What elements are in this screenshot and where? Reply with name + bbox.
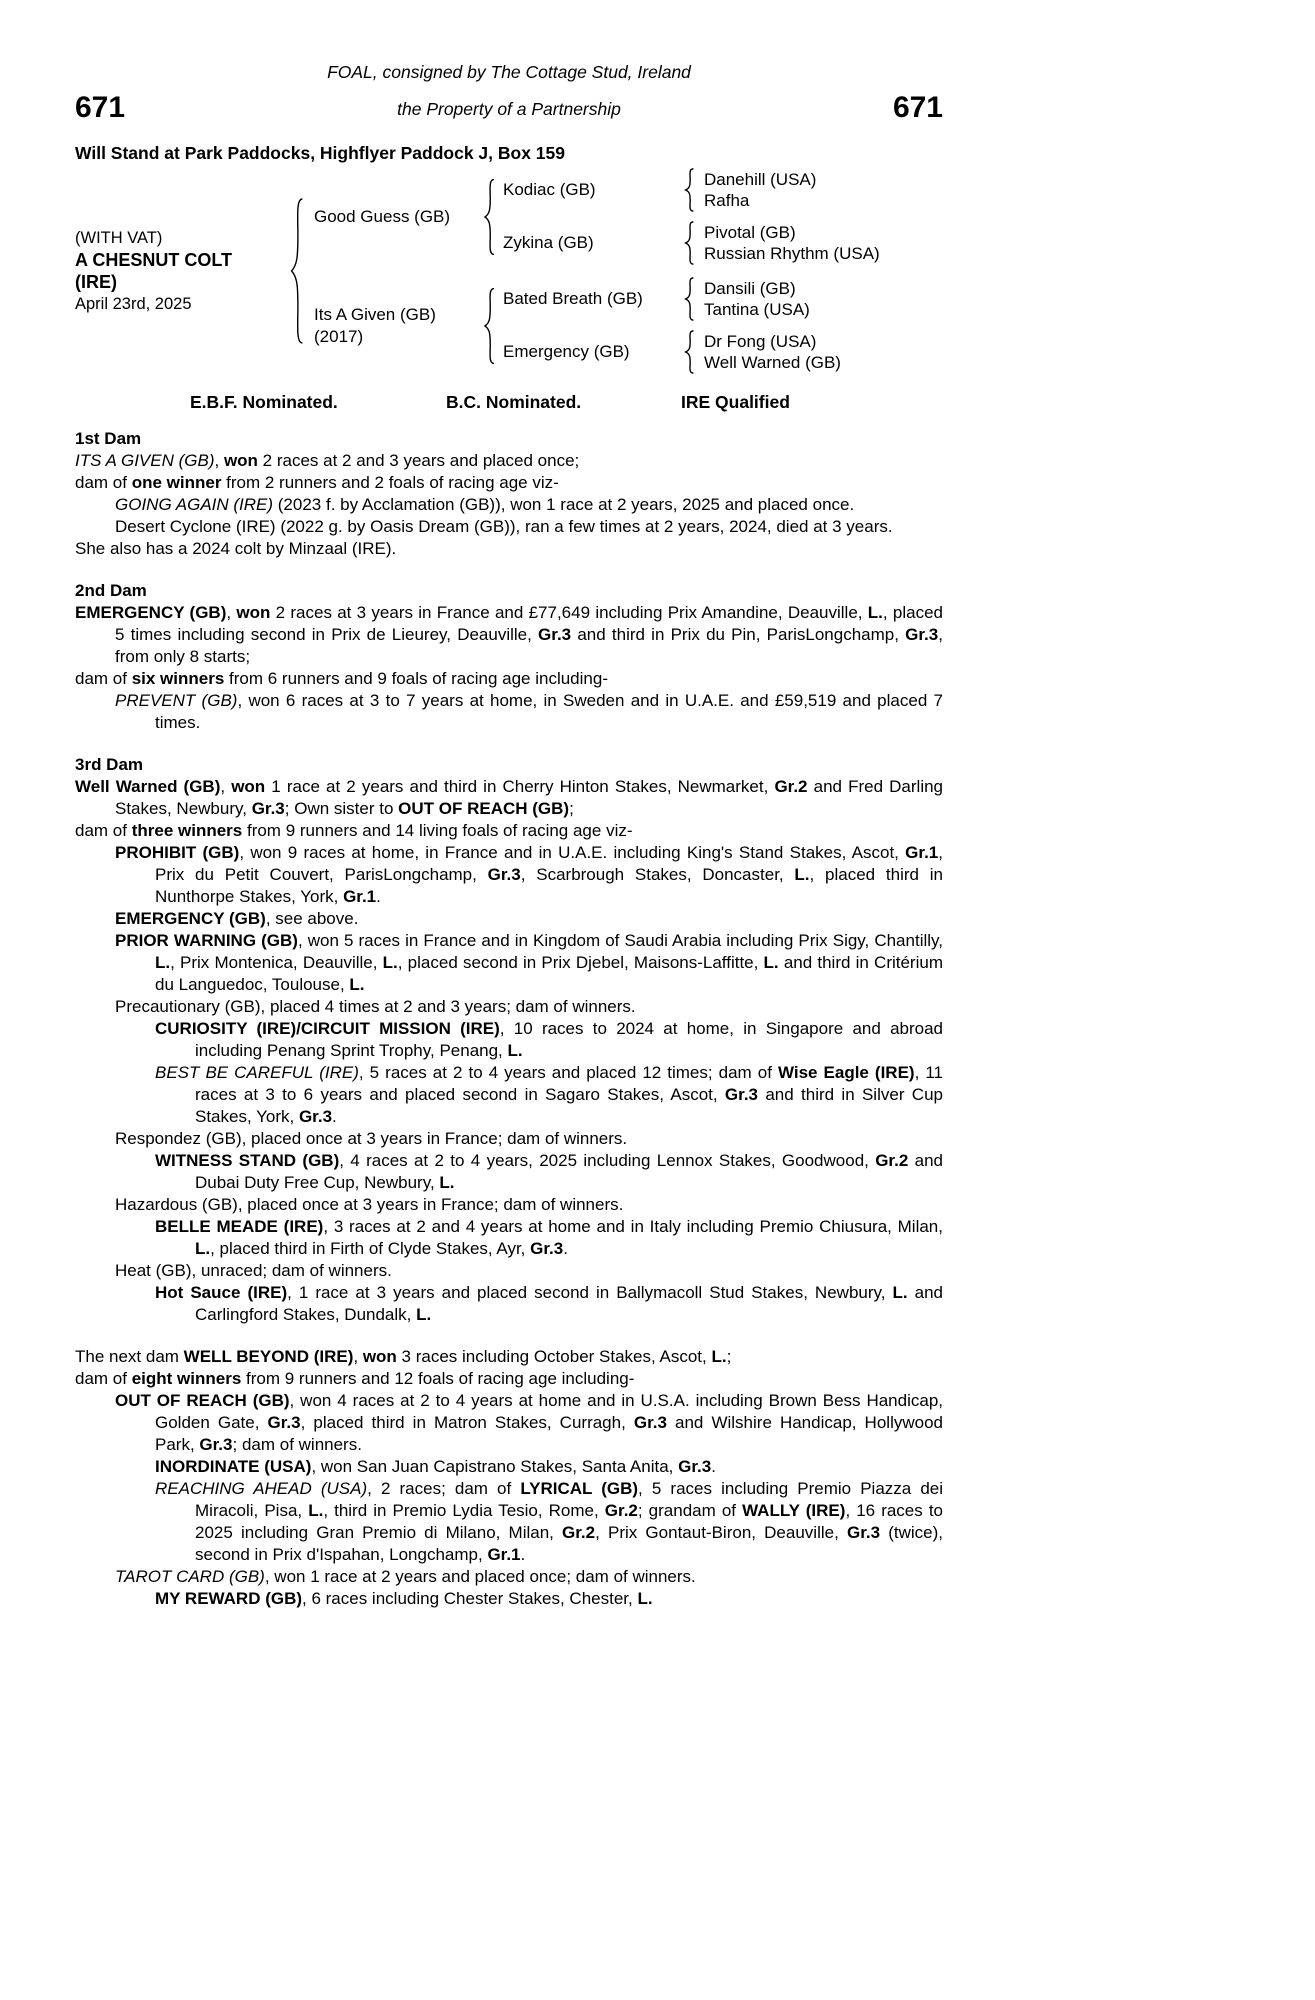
text-segment: L. — [155, 953, 171, 972]
catalogue-paragraph — [75, 494, 943, 516]
text-segment: won — [236, 603, 271, 622]
catalogue-paragraph — [75, 538, 943, 560]
text-segment: , placed second in Prix Djebel, Maisons-Laffitte, — [397, 953, 764, 972]
text-segment: Precautionary (GB), placed 4 times at 2 and 3 years; dam of winners. — [115, 997, 636, 1016]
text-segment: GOING AGAIN (IRE) — [115, 495, 274, 514]
text-segment: CURIOSITY (IRE)/CIRCUIT MISSION (IRE) — [155, 1019, 500, 1038]
pedigree-brace-icon — [683, 277, 696, 321]
text-segment: WELL BEYOND (IRE) — [183, 1347, 354, 1366]
catalogue-paragraph — [75, 516, 943, 538]
ancestor-name: Zykina (GB) — [503, 233, 594, 252]
catalogue-paragraph — [75, 1456, 943, 1478]
pedigree-brace-icon — [288, 196, 306, 346]
ancestor-name: Good Guess (GB) — [314, 206, 451, 226]
horse-name: A CHESNUT COLT — [75, 250, 232, 270]
catalogue-paragraph — [75, 690, 943, 734]
catalogue-paragraph — [75, 1260, 943, 1282]
dam-section-heading: 2nd Dam — [75, 581, 147, 600]
text-segment: , won 1 race at 2 years and placed once; dam of winners. — [264, 1567, 696, 1586]
text-segment: Gr.3 — [487, 865, 521, 884]
text-segment: OUT OF REACH (GB) — [115, 1391, 290, 1410]
text-segment: 3 races including October Stakes, Ascot, — [396, 1347, 712, 1366]
property-line: the Property of a Partnership — [397, 99, 621, 119]
text-segment: REACHING AHEAD (USA) — [155, 1479, 368, 1498]
catalogue-paragraph — [75, 1588, 943, 1610]
text-segment: , Prix du Petit Couvert, ParisLongchamp, — [155, 843, 943, 884]
catalogue-paragraph — [75, 1216, 943, 1260]
text-segment: Gr.3 — [678, 1457, 712, 1476]
text-segment: ; — [726, 1347, 732, 1366]
text-segment: won — [223, 451, 258, 470]
horse-identity-block — [75, 227, 288, 315]
text-segment: Gr.3 — [199, 1435, 233, 1454]
catalogue-paragraph — [75, 1150, 943, 1194]
text-segment: L. — [507, 1041, 523, 1060]
catalogue-paragraph — [75, 776, 943, 820]
text-segment: OUT OF REACH (GB) — [398, 799, 570, 818]
text-segment: , see above. — [265, 909, 359, 928]
text-segment: , — [226, 603, 237, 622]
dam-year: (2017) — [314, 326, 364, 346]
text-segment: from 9 runners and 14 living foals of racing age viz- — [242, 821, 633, 840]
text-segment: and third in Silver Cup Stakes, York, — [195, 1085, 943, 1126]
text-segment: , from only 8 starts; — [115, 625, 943, 666]
vat-note: (WITH VAT) — [75, 229, 163, 247]
text-segment: and Carlingford Stakes, Dundalk, — [195, 1283, 943, 1324]
great-grandparents — [704, 331, 841, 373]
catalogue-paragraph — [75, 820, 943, 842]
text-segment: Gr.3 — [251, 799, 285, 818]
text-segment: and Dubai Duty Free Cup, Newbury, — [195, 1151, 943, 1192]
text-segment: ; dam of winners. — [232, 1435, 362, 1454]
pedigree-brace-icon — [683, 330, 696, 374]
dam-name — [314, 304, 482, 348]
ancestor-name: Pivotal (GB) — [704, 223, 796, 242]
catalogue-paragraph — [75, 1368, 943, 1390]
text-segment: ; grandam of — [637, 1501, 743, 1520]
text-segment: , won 4 races at 2 to 4 years at home and in U.S.A. including Brown Bess Handicap, Golden Gate, — [155, 1391, 943, 1432]
great-grandparents — [704, 169, 816, 211]
pedigree-table — [75, 168, 943, 374]
text-segment: , 3 races at 2 and 4 years at home and in Italy including Premio Chiusura, Milan, — [323, 1217, 943, 1236]
text-segment: dam of — [75, 473, 132, 492]
text-segment: from 2 runners and 2 foals of racing age viz- — [221, 473, 559, 492]
text-segment: and third in Prix du Pin, ParisLongchamp, — [571, 625, 906, 644]
text-segment: Hazardous (GB), placed once at 3 years in France; dam of winners. — [115, 1195, 624, 1214]
text-segment: She also has a 2024 colt by Minzaal (IRE). — [75, 539, 397, 558]
text-segment: , placed 5 times including second in Prix de Lieurey, Deauville, — [115, 603, 944, 644]
text-segment: (twice), second in Prix d'Ispahan, Longchamp, — [195, 1523, 943, 1564]
text-segment: PRIOR WARNING (GB) — [115, 931, 298, 950]
catalogue-paragraph — [75, 1478, 943, 1566]
text-segment: won — [231, 777, 266, 796]
text-segment: WITNESS STAND (GB) — [155, 1151, 340, 1170]
text-segment: and third in Critérium du Languedoc, Toulouse, — [155, 953, 943, 994]
text-segment: , Scarbrough Stakes, Doncaster, — [520, 865, 795, 884]
text-segment: . — [520, 1545, 526, 1564]
text-segment: Wise Eagle (IRE) — [777, 1063, 915, 1082]
pedigree-brace-icon — [482, 178, 497, 256]
text-segment: L. — [794, 865, 810, 884]
text-segment: , Prix Gontaut-Biron, Deauville, — [595, 1523, 847, 1542]
text-segment: BEST BE CAREFUL (IRE) — [155, 1063, 359, 1082]
great-grandparents — [704, 222, 880, 264]
text-segment: Heat (GB), unraced; dam of winners. — [115, 1261, 392, 1280]
catalogue-paragraph — [75, 1018, 943, 1062]
text-segment: one winner — [131, 473, 222, 492]
text-segment: three winners — [131, 821, 243, 840]
catalogue-paragraph — [75, 668, 943, 690]
text-segment: dam of — [75, 821, 132, 840]
text-segment: and Wilshire Handicap, Hollywood Park, — [155, 1413, 943, 1454]
text-segment: L. — [892, 1283, 908, 1302]
nominations-row — [75, 392, 943, 413]
granddam-row — [503, 221, 880, 265]
ancestor-name: Emergency (GB) — [503, 342, 630, 361]
text-segment: , won 5 races in France and in Kingdom of Saudi Arabia including Prix Sigy, Chantilly, — [297, 931, 943, 950]
text-segment: . — [332, 1107, 337, 1126]
ancestor-name: Dr Fong (USA) — [704, 332, 817, 351]
pedigree-brace-icon — [683, 168, 696, 212]
catalogue-paragraph — [75, 1566, 943, 1588]
text-segment: , 16 races to 2025 including Gran Premio di Milano, Milan, — [195, 1501, 943, 1542]
section-spacer — [75, 1326, 943, 1346]
bc-nominated-label: B.C. Nominated. — [446, 392, 582, 412]
text-segment: The next dam — [75, 1347, 184, 1366]
stand-location-line: Will Stand at Park Paddocks, Highflyer Paddock J, Box 159 — [75, 143, 565, 163]
text-segment: , 2 races; dam of — [367, 1479, 521, 1498]
text-segment: six winners — [131, 669, 225, 688]
ancestor-name: Tantina (USA) — [704, 300, 810, 319]
lot-number-right: 671 — [892, 91, 943, 124]
section-spacer — [75, 734, 943, 754]
text-segment: ; Own sister to — [284, 799, 399, 818]
text-segment: L. — [439, 1173, 455, 1192]
text-segment: , 1 race at 3 years and placed second in Ballymacoll Stud Stakes, Newbury, — [287, 1283, 893, 1302]
section-spacer — [75, 560, 943, 580]
grandsire-row — [503, 168, 880, 212]
text-segment: BELLE MEADE (IRE) — [155, 1217, 324, 1236]
text-segment: and Fred Darling Stakes, Newbury, — [115, 777, 944, 818]
text-segment: L. — [711, 1347, 727, 1366]
text-segment: EMERGENCY (GB) — [115, 909, 266, 928]
text-segment: . — [711, 1457, 716, 1476]
catalogue-paragraph — [75, 1062, 943, 1128]
pedigree-brace-icon — [482, 287, 497, 365]
text-segment: Hot Sauce (IRE) — [155, 1283, 288, 1302]
text-segment: 2 races at 2 and 3 years and placed once; — [257, 451, 580, 470]
text-segment: Gr.2 — [875, 1151, 909, 1170]
parents-column — [314, 168, 880, 374]
text-segment: , placed third in Nunthorpe Stakes, York, — [155, 865, 943, 906]
ebf-nominated-label: E.B.F. Nominated. — [190, 392, 338, 412]
catalogue-page — [75, 0, 943, 1610]
text-segment: Gr.3 — [905, 625, 939, 644]
catalogue-paragraph — [75, 1282, 943, 1326]
text-segment: , Prix Montenica, Deauville, — [170, 953, 383, 972]
text-segment: , 11 races at 3 to 6 years and placed second in Sagaro Stakes, Ascot, — [195, 1063, 944, 1104]
text-segment: EMERGENCY (GB) — [75, 603, 227, 622]
ancestor-name: Russian Rhythm (USA) — [704, 244, 880, 263]
text-segment: PREVENT (GB) — [115, 691, 238, 710]
dam-group — [314, 277, 880, 374]
sire-grandparents — [503, 168, 880, 265]
text-segment: dam of — [75, 669, 132, 688]
text-segment: , 5 races including Premio Piazza dei Miracoli, Pisa, — [195, 1479, 944, 1520]
text-segment: MY REWARD (GB) — [155, 1589, 303, 1608]
text-segment: Respondez (GB), placed once at 3 years in France; dam of winners. — [115, 1129, 628, 1148]
ancestor-name: Kodiac (GB) — [503, 180, 596, 199]
text-segment: , won 9 races at home, in France and in U.A.E. including King's Stand Stakes, Ascot, — [239, 843, 906, 862]
pedigree-brace-icon — [683, 221, 696, 265]
text-segment: , won San Juan Capistrano Stakes, Santa Anita, — [311, 1457, 679, 1476]
catalogue-paragraph — [75, 450, 943, 472]
foaling-date: April 23rd, 2025 — [75, 295, 192, 313]
catalogue-paragraph — [75, 1390, 943, 1456]
text-segment: . — [563, 1239, 568, 1258]
text-segment: Gr.1 — [905, 843, 939, 862]
text-segment: from 9 runners and 12 foals of racing age including- — [241, 1369, 635, 1388]
text-segment: PROHIBIT (GB) — [115, 843, 240, 862]
text-segment: , — [214, 451, 224, 470]
great-grandparents — [704, 278, 810, 320]
ancestor-name: Its A Given (GB) — [314, 304, 436, 324]
ancestor-name: Dansili (GB) — [704, 279, 796, 298]
text-segment: , 5 races at 2 to 4 years and placed 12 times; dam of — [358, 1063, 778, 1082]
dam-section-heading: 1st Dam — [75, 429, 142, 448]
text-segment: , 6 races including Chester Stakes, Chester, — [302, 1589, 638, 1608]
text-segment: Gr.3 — [298, 1107, 333, 1126]
ire-qualified-label: IRE Qualified — [681, 392, 790, 412]
lot-number-left: 671 — [75, 91, 126, 124]
text-segment: Gr.1 — [487, 1545, 521, 1564]
text-segment: Gr.3 — [846, 1523, 881, 1542]
text-segment: INORDINATE (USA) — [155, 1457, 312, 1476]
text-segment: L. — [416, 1305, 432, 1324]
text-segment: , placed third in Firth of Clyde Stakes, Ayr, — [210, 1239, 531, 1258]
text-segment: 2 races at 3 years in France and £77,649 including Prix Amandine, Deauville, — [270, 603, 868, 622]
text-segment: Well Warned (GB) — [75, 777, 221, 796]
text-segment: , won 6 races at 3 to 7 years at home, in Sweden and in U.A.E. and £59,519 and placed 7 times. — [155, 691, 943, 732]
text-segment: L. — [308, 1501, 324, 1520]
text-segment: Gr.2 — [774, 777, 808, 796]
text-segment: TAROT CARD (GB) — [115, 1567, 265, 1586]
text-segment: (2023 f. by Acclamation (GB)), won 1 race at 2 years, 2025 and placed once. — [273, 495, 855, 514]
text-segment: , 10 races to 2024 at home, in Singapore and abroad including Penang Sprint Trophy, Penang, — [195, 1019, 943, 1060]
text-segment: ITS A GIVEN (GB) — [75, 451, 215, 470]
text-segment: , — [220, 777, 232, 796]
lot-header-row — [75, 91, 943, 133]
catalogue-paragraph — [75, 1346, 943, 1368]
text-segment: , placed third in Matron Stakes, Curragh, — [300, 1413, 634, 1432]
dam-grandparents — [503, 277, 841, 374]
text-segment: Gr.3 — [530, 1239, 564, 1258]
grandsire-row — [503, 277, 841, 321]
text-segment: Gr.1 — [343, 887, 377, 906]
catalogue-paragraph — [75, 842, 943, 908]
text-segment: ; — [569, 799, 574, 818]
horse-country-suffix: (IRE) — [75, 272, 117, 292]
text-segment: Gr.2 — [604, 1501, 638, 1520]
text-segment: , third in Premio Lydia Tesio, Rome, — [323, 1501, 605, 1520]
text-segment: . — [376, 887, 381, 906]
text-segment: LYRICAL (GB) — [520, 1479, 639, 1498]
catalogue-paragraph — [75, 602, 943, 668]
text-segment: L. — [195, 1239, 211, 1258]
granddam-row — [503, 330, 841, 374]
text-segment: Gr.3 — [267, 1413, 301, 1432]
text-segment: L. — [382, 953, 398, 972]
text-segment: Gr.2 — [562, 1523, 596, 1542]
text-segment: from 6 runners and 9 foals of racing age including- — [224, 669, 608, 688]
sire-group — [314, 168, 880, 265]
catalogue-paragraph — [75, 996, 943, 1018]
text-segment: WALLY (IRE) — [742, 1501, 846, 1520]
text-segment: L. — [349, 975, 365, 994]
text-segment: won — [362, 1347, 397, 1366]
sire-name — [314, 206, 482, 228]
consignor-line: FOAL, consigned by The Cottage Stud, Ireland — [327, 62, 691, 82]
ancestor-name: Danehill (USA) — [704, 170, 817, 189]
ancestor-name: Bated Breath (GB) — [503, 289, 643, 308]
text-segment: dam of — [75, 1369, 132, 1388]
text-segment: , — [353, 1347, 363, 1366]
catalogue-paragraph — [75, 1194, 943, 1216]
text-segment: L. — [763, 953, 779, 972]
text-segment: Gr.3 — [633, 1413, 667, 1432]
pedigree-text-body — [75, 428, 943, 1610]
catalogue-paragraph — [75, 908, 943, 930]
text-segment: , 4 races at 2 to 4 years, 2025 including Lennox Stakes, Goodwood, — [339, 1151, 876, 1170]
text-segment: 1 race at 2 years and third in Cherry Hinton Stakes, Newmarket, — [265, 777, 775, 796]
catalogue-paragraph — [75, 1128, 943, 1150]
text-segment: L. — [867, 603, 883, 622]
catalogue-paragraph — [75, 472, 943, 494]
text-segment: eight winners — [131, 1369, 242, 1388]
text-segment: L. — [637, 1589, 653, 1608]
catalogue-paragraph — [75, 930, 943, 996]
ancestor-name: Rafha — [704, 191, 750, 210]
text-segment: Gr.3 — [724, 1085, 759, 1104]
ancestor-name: Well Warned (GB) — [704, 353, 841, 372]
text-segment: Gr.3 — [538, 625, 572, 644]
dam-section-heading: 3rd Dam — [75, 755, 144, 774]
text-segment: Desert Cyclone (IRE) (2022 g. by Oasis Dream (GB)), ran a few times at 2 years, 2024, died at 3 years. — [115, 517, 893, 536]
